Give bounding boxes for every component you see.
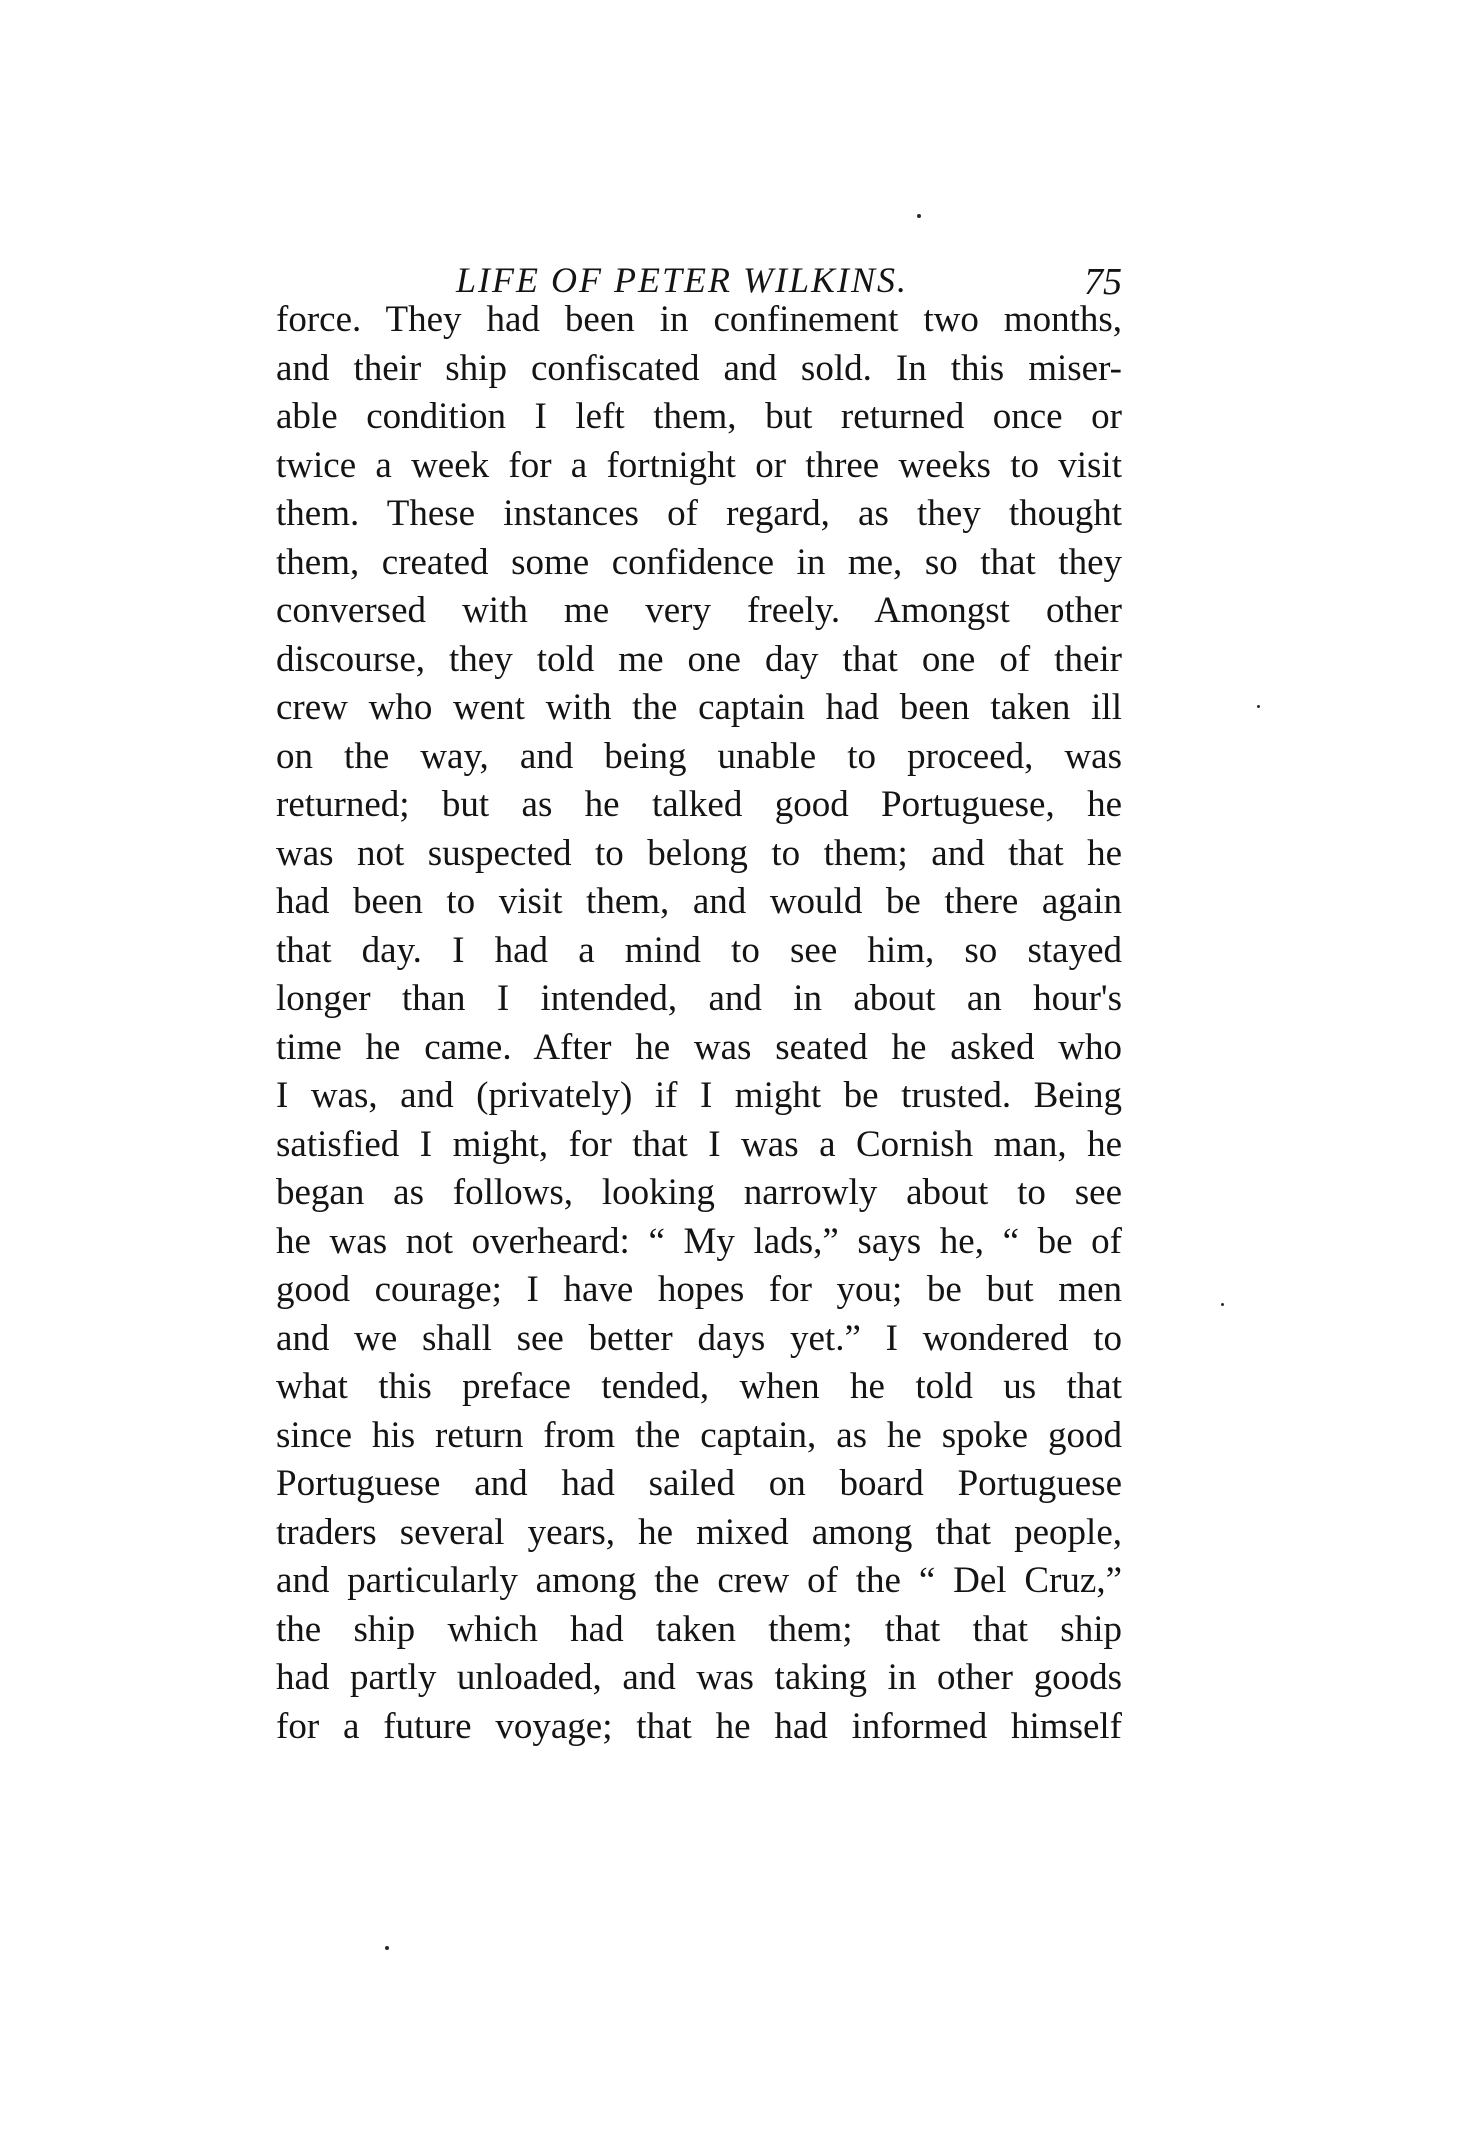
text-line: and we shall see better days yet.” I wondered to	[276, 1317, 1122, 1359]
text-line: traders several years, he mixed among that people,	[276, 1511, 1122, 1553]
text-line: returned; but as he talked good Portuguese, he	[276, 784, 1122, 825]
text-line: he was not overheard: “ My lads,” says he, “ be of	[276, 1220, 1122, 1262]
scan-speck	[1257, 705, 1260, 708]
scan-speck	[385, 1946, 389, 1950]
scan-speck	[1221, 1303, 1224, 1306]
text-line: them. These instances of regard, as they thought	[276, 493, 1122, 534]
text-line: twice a week for a fortnight or three weeks to visit	[276, 444, 1122, 486]
text-line: them, created some confidence in me, so that they	[276, 541, 1122, 583]
text-line: on the way, and being unable to proceed, was	[276, 735, 1122, 777]
text-line: was not suspected to belong to them; and that he	[276, 832, 1122, 874]
text-line: crew who went with the captain had been taken ill	[276, 687, 1122, 728]
text-line: began as follows, looking narrowly about to see	[276, 1172, 1122, 1213]
scan-speck	[917, 214, 921, 218]
text-line: discourse, they told me one day that one of their	[276, 638, 1122, 680]
text-line: I was, and (privately) if I might be trusted. Being	[276, 1075, 1122, 1116]
text-line: conversed with me very freely. Amongst other	[276, 590, 1122, 631]
text-line: and particularly among the crew of the “ Del Cruz,”	[276, 1560, 1122, 1601]
text-line: force. They had been in confinement two months,	[276, 299, 1122, 340]
text-line: time he came. After he was seated he asked who	[276, 1026, 1122, 1068]
text-line: longer than I intended, and in about an hour's	[276, 978, 1122, 1019]
body-text	[276, 296, 1122, 1751]
text-line: had partly unloaded, and was taking in other goods	[276, 1657, 1122, 1698]
text-line: and their ship confiscated and sold. In this miser-	[276, 347, 1122, 389]
text-line: had been to visit them, and would be there again	[276, 881, 1122, 922]
text-line: satisfied I might, for that I was a Cornish man, he	[276, 1123, 1122, 1165]
text-line: Portuguese and had sailed on board Portuguese	[276, 1463, 1122, 1504]
text-line: since his return from the captain, as he spoke good	[276, 1414, 1122, 1456]
text-line: that day. I had a mind to see him, so stayed	[276, 929, 1122, 971]
text-line: what this preface tended, when he told us that	[276, 1366, 1122, 1407]
text-line: able condition I left them, but returned once or	[276, 396, 1122, 437]
text-line: for a future voyage; that he had informed himself	[276, 1705, 1122, 1747]
page-number: 75	[1084, 261, 1122, 303]
text-line: good courage; I have hopes for you; be but men	[276, 1269, 1122, 1310]
running-title: LIFE OF PETER WILKINS.	[456, 260, 908, 300]
text-line: the ship which had taken them; that that ship	[276, 1608, 1122, 1650]
